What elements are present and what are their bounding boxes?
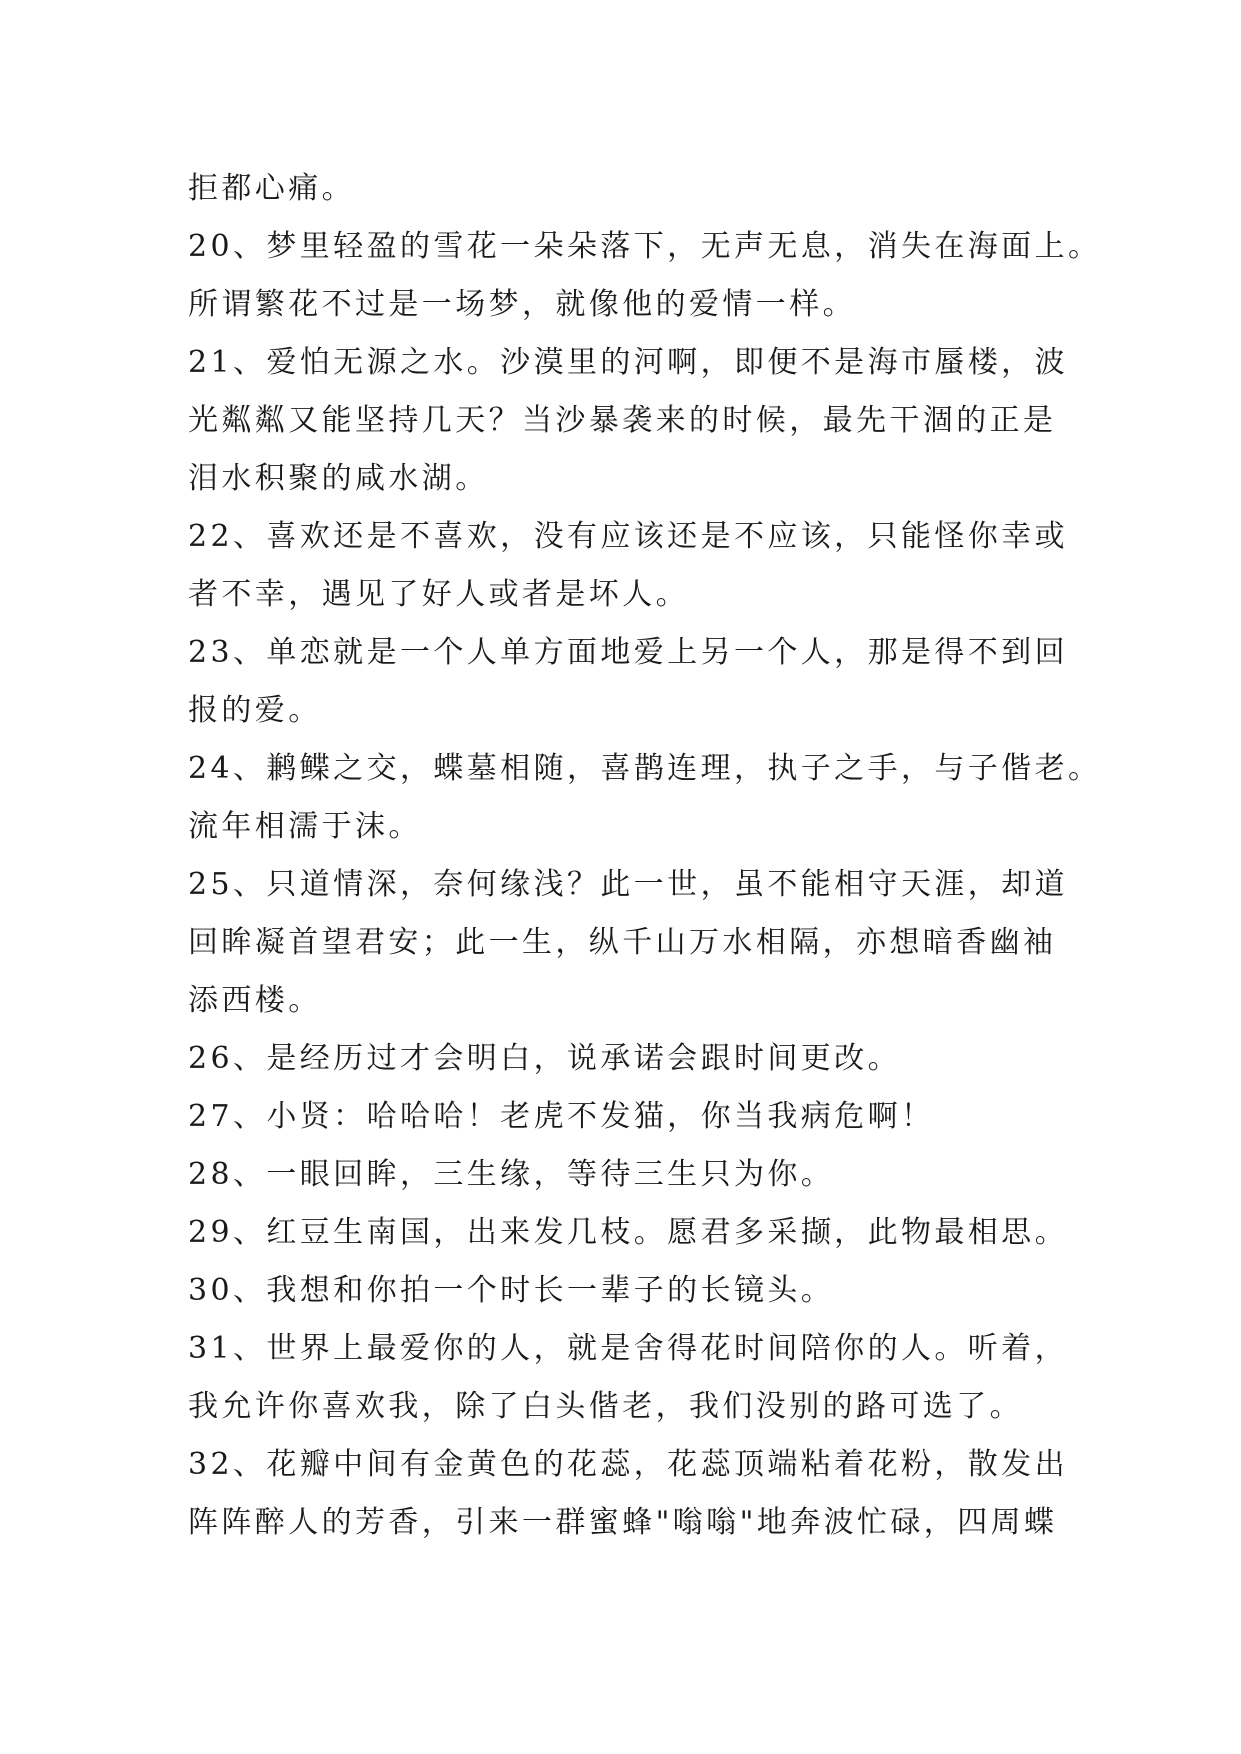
text-line: 31、世界上最爱你的人，就是舍得花时间陪你的人。听着， <box>188 1331 1068 1366</box>
text-line: 23、单恋就是一个人单方面地爱上另一个人，那是得不到回 <box>188 635 1068 670</box>
text-line: 光粼粼又能坚持几天？当沙暴袭来的时候，最先干涸的正是 <box>188 403 1057 438</box>
text-line: 报的爱。 <box>188 693 322 728</box>
text-line: 所谓繁花不过是一场梦，就像他的爱情一样。 <box>188 287 856 322</box>
text-line: 30、我想和你拍一个时长一辈子的长镜头。 <box>188 1273 835 1308</box>
text-line: 回眸凝首望君安；此一生，纵千山万水相隔，亦想暗香幽袖 <box>188 925 1057 960</box>
text-line: 25、只道情深，奈何缘浅？此一世，虽不能相守天涯，却道 <box>188 867 1068 902</box>
text-line: 22、喜欢还是不喜欢，没有应该还是不应该，只能怪你幸或 <box>188 519 1068 554</box>
text-line: 流年相濡于沫。 <box>188 809 422 844</box>
text-line: 27、小贤：哈哈哈！老虎不发猫，你当我病危啊！ <box>188 1099 935 1134</box>
text-line: 者不幸，遇见了好人或者是坏人。 <box>188 577 689 612</box>
text-line: 拒都心痛。 <box>188 171 355 206</box>
text-line: 阵阵醉人的芳香，引来一群蜜蜂"嗡嗡"地奔波忙碌，四周蝶 <box>188 1505 1058 1540</box>
text-line: 26、是经历过才会明白，说承诺会跟时间更改。 <box>188 1041 901 1076</box>
text-line: 28、一眼回眸，三生缘，等待三生只为你。 <box>188 1157 835 1192</box>
text-line: 32、花瓣中间有金黄色的花蕊，花蕊顶端粘着花粉，散发出 <box>188 1447 1068 1482</box>
text-line: 29、红豆生南国，出来发几枝。愿君多采撷，此物最相思。 <box>188 1215 1068 1250</box>
document-body <box>188 160 1102 1552</box>
text-line: 24、鹣鲽之交，蝶墓相随，喜鹊连理，执子之手，与子偕老。 <box>188 751 1102 786</box>
text-line: 20、梦里轻盈的雪花一朵朵落下，无声无息，消失在海面上。 <box>188 229 1102 264</box>
text-line: 我允许你喜欢我，除了白头偕老，我们没别的路可选了。 <box>188 1389 1023 1424</box>
text-line: 添西楼。 <box>188 983 322 1018</box>
text-line: 泪水积聚的咸水湖。 <box>188 461 489 496</box>
text-line: 21、爱怕无源之水。沙漠里的河啊，即便不是海市蜃楼，波 <box>188 345 1068 380</box>
